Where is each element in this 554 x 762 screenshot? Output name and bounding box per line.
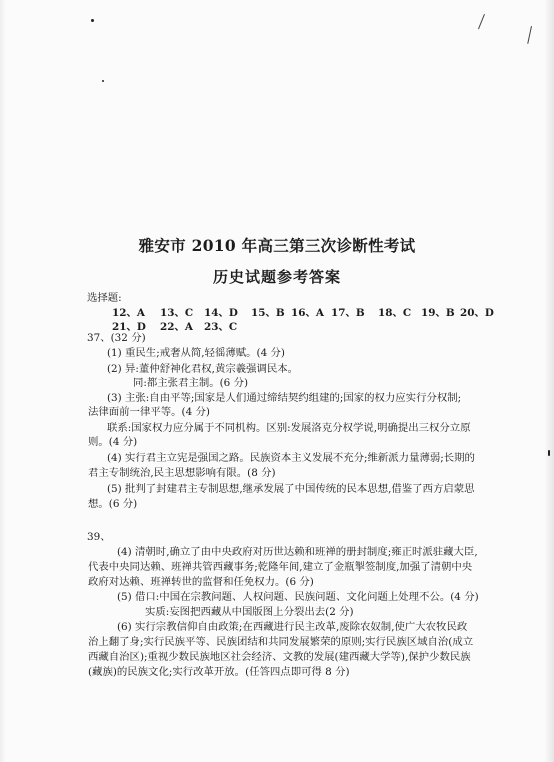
answer-line: (1) 重民生;戒奢从简,轻徭薄赋。(4 分) bbox=[107, 347, 285, 359]
choice-answer: 22、A bbox=[160, 321, 193, 333]
answer-line: (6) 实行宗教信仰自由政策;在西藏进行民主改革,废除农奴制,使广大农牧民政 bbox=[117, 621, 468, 633]
answer-line: 联系:国家权力应分属于不同机构。区别:发展洛克分权学说,明确提出三权分立原 bbox=[107, 422, 471, 434]
answer-line: (5) 借口:中国在宗教问题、人权问题、民族问题、文化问题上处理不公。(4 分) bbox=[117, 591, 479, 603]
choice-answer: 15、B bbox=[251, 307, 285, 319]
choice-answer: 13、C bbox=[160, 307, 194, 319]
answer-line: 政府对达赖、班禅转世的监督和任免权力。(6 分) bbox=[88, 576, 314, 588]
scan-speck bbox=[548, 450, 550, 456]
choice-answer: 14、D bbox=[204, 307, 238, 319]
choice-answer: 20、D bbox=[460, 307, 494, 319]
answer-line: 则。(4 分) bbox=[88, 436, 138, 448]
question-37-heading: 37、(32 分) bbox=[87, 332, 146, 344]
answer-line: 想。(6 分) bbox=[88, 498, 138, 510]
answer-line: (4) 实行君主立宪是强国之路。民族资本主义发展不充分;维新派力量薄弱;长期的 bbox=[107, 452, 475, 464]
choice-answer: 16、A bbox=[291, 307, 324, 319]
scan-speck bbox=[102, 80, 104, 82]
choice-answer: 12、A bbox=[112, 307, 145, 319]
answer-line: (3) 主张:自由平等;国家是人们通过缔结契约组建的;国家的权力应实行分权制; bbox=[107, 392, 462, 404]
answer-line: (2) 异:董仲舒神化君权,黄宗羲强调民本。 bbox=[107, 363, 299, 375]
answer-line: 君主专制统治,民主思想影响有限。(8 分) bbox=[88, 467, 276, 479]
exam-title: 雅安市 2010 年高三第三次诊断性考试 bbox=[138, 236, 416, 255]
question-39-heading: 39、 bbox=[87, 531, 111, 543]
answer-line: 同:都主张君主制。(6 分) bbox=[133, 377, 249, 389]
answer-line: 代表中央同达赖、班禅共管西藏事务;乾隆年间,建立了金瓶掣签制度,加强了清朝中央 bbox=[88, 561, 473, 573]
choice-answer: 23、C bbox=[204, 321, 238, 333]
choice-answer: 19、B bbox=[421, 307, 455, 319]
answer-line: (5) 批判了封建君主专制思想,继承发展了中国传统的民本思想,借鉴了西方启蒙思 bbox=[107, 483, 475, 495]
answer-line: 法律面前一律平等。(4 分) bbox=[88, 406, 210, 418]
scan-edge-left bbox=[0, 0, 6, 762]
answer-line: 实质:妄图把西藏从中国版图上分裂出去(2 分) bbox=[145, 606, 354, 618]
answer-line: (4) 清朝时,确立了由中央政府对历世达赖和班禅的册封制度;雍正时派驻藏大臣, bbox=[117, 546, 478, 558]
choice-answer: 18、C bbox=[378, 307, 412, 319]
answer-line: (藏族)的民族文化;实行改革开放。(任答四点即可得 8 分) bbox=[88, 666, 350, 678]
answer-line: 西藏自治区);重视少数民族地区社会经济、文教的发展(建西藏大学等),保护少数民族 bbox=[88, 651, 471, 663]
choice-answer: 21、D bbox=[112, 321, 146, 333]
choice-answer: 17、B bbox=[331, 307, 365, 319]
scan-scratch bbox=[478, 14, 485, 29]
answer-line: 治上翻了身;实行民族平等、民族团结和共同发展繁荣的原则;实行民族区域自治(成立 bbox=[88, 636, 474, 648]
choice-section-label: 选择题: bbox=[87, 292, 122, 304]
scan-speck bbox=[91, 19, 94, 22]
scan-edge-right bbox=[544, 0, 554, 762]
scan-scratch bbox=[527, 26, 532, 44]
answer-key-title: 历史试题参考答案 bbox=[212, 268, 341, 286]
